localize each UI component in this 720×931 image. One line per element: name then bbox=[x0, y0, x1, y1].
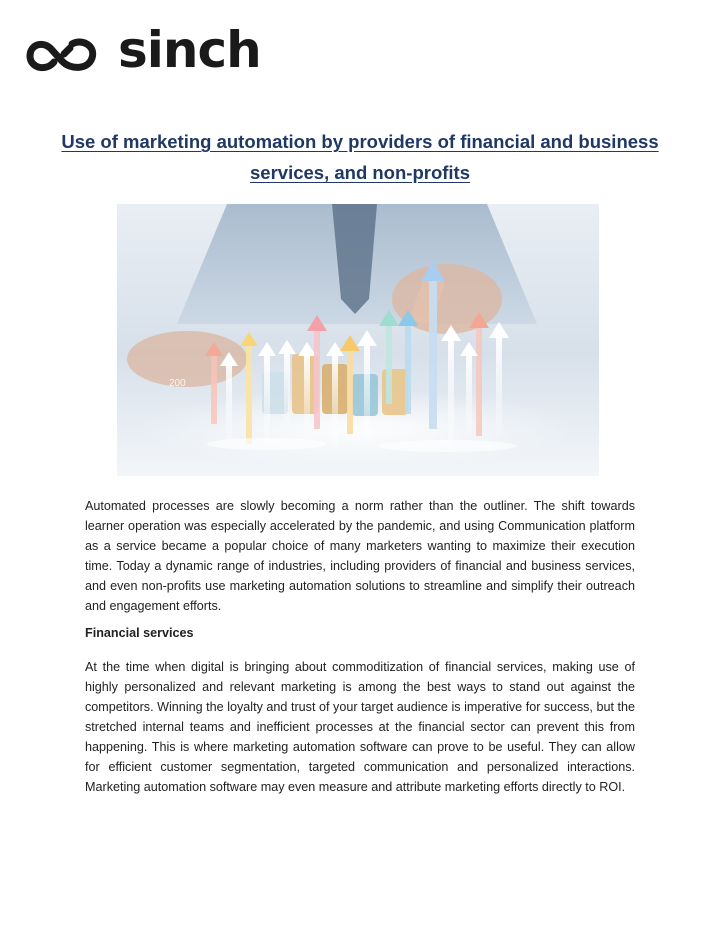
hero-image bbox=[117, 204, 599, 476]
chart-label: 200 bbox=[169, 378, 186, 389]
brand-name: sinch bbox=[118, 21, 261, 79]
financial-paragraph: At the time when digital is bringing about commoditization of financial services, making use of highly personalized and relevant marketing is among the best ways to stand out against the competitors. Winning the loyalty and trust of your target audience is imperative for success, but the stretched internal teams and inefficient processes at the financial sector can prevent this from happening. This is where marketing automation software can prove to be useful. They can allow for efficient customer segmentation, targeted communication and personalized interactions. Marketing automation software may even measure and attribute marketing efforts directly to ROI. bbox=[85, 660, 635, 794]
intro-paragraph: Automated processes are slowly becoming a norm rather than the outliner. The shift towards learner operation was especially accelerated by the pandemic, and using Communication platform as a service became a popular choice of many marketers wanting to maximize their execution time. Today a dynamic range of industries, including providers of financial and business services, and even non-profits use marketing automation solutions to streamline and simplify their outreach and engagement efforts. bbox=[85, 499, 635, 613]
sinch-logo bbox=[24, 21, 261, 79]
document-title: Use of marketing automation by providers of financial and business services, and non-profits bbox=[61, 131, 659, 183]
infinity-link-icon bbox=[24, 30, 102, 76]
section-heading-financial: Financial services bbox=[85, 626, 194, 640]
